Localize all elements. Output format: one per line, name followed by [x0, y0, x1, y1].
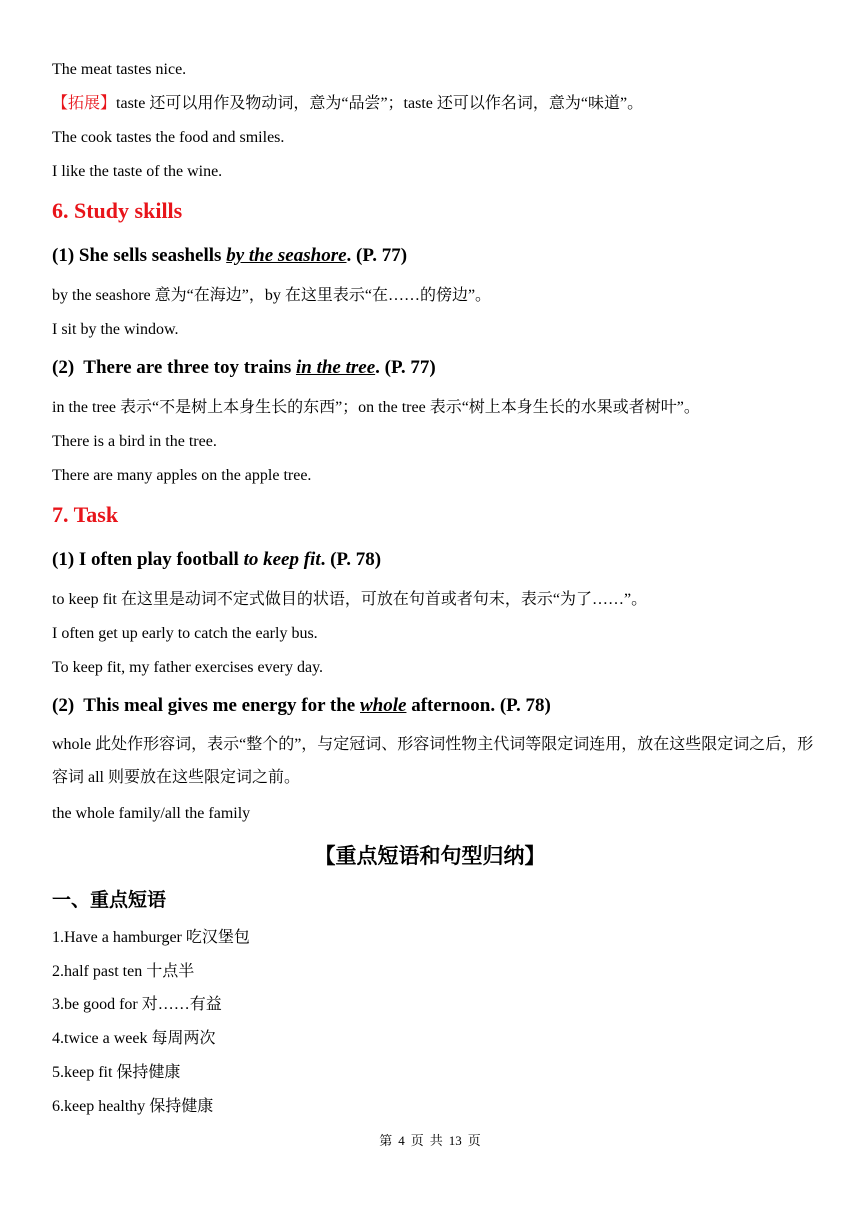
section-title: 7. Task [52, 502, 119, 527]
phrase-item: 6.keep healthy 保持健康 [52, 1098, 214, 1115]
extension-note [52, 94, 820, 114]
phrase-item: 2.half past ten 十点半 [52, 963, 195, 980]
footer-text: 页 [410, 1133, 424, 1148]
example-sentence: I sit by the window. [52, 321, 179, 338]
explanation: in the tree 表示“不是树上本身生长的东西”；on the tree 表示“树上本身生长的水果或者树叶”。 [52, 399, 700, 416]
total-page-count: 13 [448, 1133, 462, 1148]
heading-ref: . (P. 77) [375, 357, 436, 378]
heading-text: (1) She sells seashells [52, 245, 227, 266]
heading-ref: . (P. 77) [346, 245, 408, 266]
example-sentence: To keep fit, my father exercises every day. [52, 659, 324, 676]
heading-ref: afternoon. (P. 78) [406, 695, 551, 716]
point-heading [52, 695, 551, 717]
footer-text: 共 [429, 1133, 443, 1148]
explanation: by the seashore 意为“在海边”，by 在这里表示“在……的傍边”。 [52, 287, 492, 304]
heading-text: (2) There are three toy trains [52, 357, 296, 378]
current-page-number: 4 [398, 1133, 405, 1148]
example-sentence: The cook tastes the food and smiles. [52, 129, 285, 146]
example-sentence: I like the taste of the wine. [52, 163, 223, 180]
example-sentence: I often get up early to catch the early bus. [52, 625, 318, 642]
key-phrase: whole [360, 695, 407, 716]
key-phrase: by the seashore [226, 245, 347, 266]
point-heading [52, 245, 407, 267]
footer-text: 页 [467, 1133, 481, 1148]
page-footer [0, 1130, 860, 1149]
heading-text: (2) This meal gives me energy for the [52, 695, 360, 716]
extension-text: taste 还可以用作及物动词，意为“品尝”；taste 还可以作名词，意为“味道”。 [116, 95, 644, 112]
point-heading [52, 549, 381, 571]
extension-tag: 【拓展】 [52, 95, 117, 112]
example-sentence: the whole family/all the family [52, 805, 251, 822]
phrase-item: 3.be good for 对……有益 [52, 996, 222, 1013]
footer-text: 第 [379, 1133, 393, 1148]
summary-title: 【重点短语和句型归纳】 [314, 844, 546, 868]
heading-ref: . (P. 78) [320, 549, 382, 570]
key-phrase: in the tree [295, 357, 376, 378]
example-sentence: There is a bird in the tree. [52, 433, 217, 450]
point-heading [52, 357, 436, 379]
heading-text: (1) I often play football [52, 549, 244, 570]
phrase-item: 1.Have a hamburger 吃汉堡包 [52, 929, 250, 946]
phrase-item: 5.keep fit 保持健康 [52, 1064, 181, 1081]
example-sentence: There are many apples on the apple tree. [52, 467, 312, 484]
phrase-item: 4.twice a week 每周两次 [52, 1030, 216, 1047]
explanation: whole 此处作形容词，表示“整个的”，与定冠词、形容词性物主代词等限定词连用，放在这些限定词之后，形容词 all 则要放在这些限定词之前。 [52, 736, 814, 786]
key-phrase: to keep fit [243, 549, 321, 570]
explanation: to keep fit 在这里是动词不定式做目的状语，可放在句首或者句末，表示“为了……”。 [52, 591, 648, 608]
example-sentence: The meat tastes nice. [52, 61, 187, 78]
section-title: 6. Study skills [52, 198, 183, 223]
part-title: 一、重点短语 [52, 889, 167, 911]
